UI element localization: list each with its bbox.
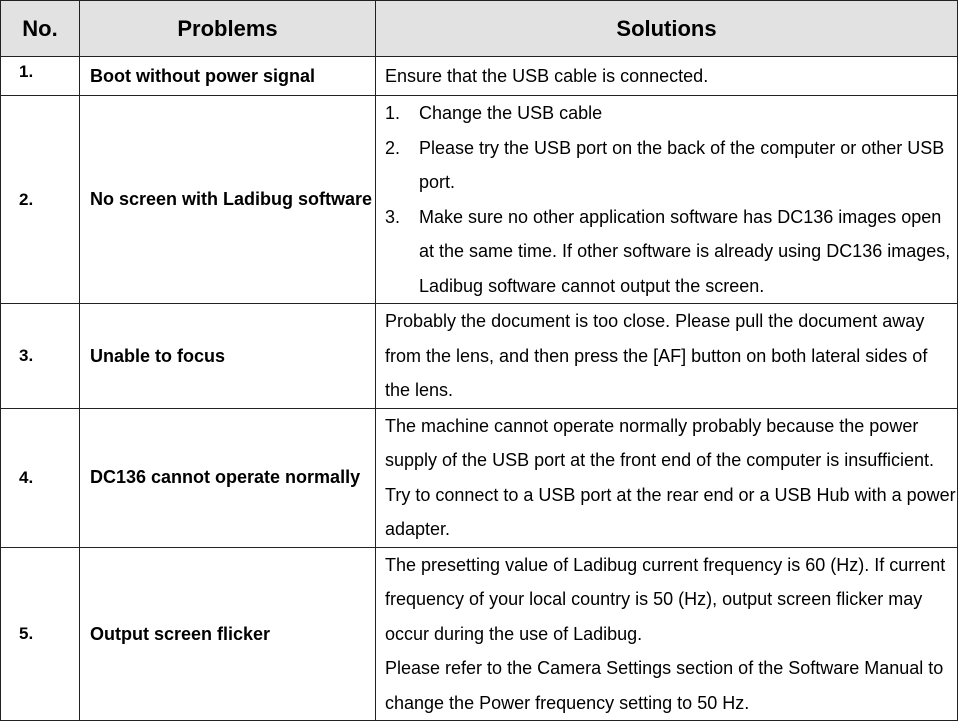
row-number: 3. bbox=[1, 304, 80, 409]
table-row bbox=[1, 408, 958, 547]
header-problems: Problems bbox=[80, 1, 376, 57]
header-row bbox=[1, 1, 958, 57]
table-row bbox=[1, 57, 958, 96]
solution-cell: Probably the document is too close. Please pull the document away from the lens, and then press the [AF] button on both lateral sides of the lens. bbox=[376, 304, 958, 409]
row-number: 5. bbox=[1, 547, 80, 721]
problem-cell: Boot without power signal bbox=[80, 57, 376, 96]
solution-cell bbox=[376, 547, 958, 721]
step-number: 3. bbox=[385, 206, 401, 227]
solution-text-extra: Please refer to the Camera Settings section of the Software Manual to change the Power frequency setting to 50 Hz. bbox=[385, 658, 944, 713]
problem-cell: DC136 cannot operate normally bbox=[80, 408, 376, 547]
row-number: 4. bbox=[1, 408, 80, 547]
problem-cell: No screen with Ladibug software bbox=[80, 96, 376, 304]
header-solutions: Solutions bbox=[376, 1, 958, 57]
solution-step bbox=[385, 131, 957, 200]
table-row bbox=[1, 96, 958, 304]
solution-steps-list bbox=[385, 96, 957, 303]
step-text: Make sure no other application software has DC136 images open at the same time. If other software is already using DC136 images, Ladibug software cannot output the screen. bbox=[419, 206, 951, 296]
header-no: No. bbox=[1, 1, 80, 57]
problem-cell: Unable to focus bbox=[80, 304, 376, 409]
solution-text: The presetting value of Ladibug current frequency is 60 (Hz). If current frequency of your local country is 50 (Hz), output screen flicker may occur during the use of Ladibug. bbox=[385, 554, 946, 644]
table-row bbox=[1, 304, 958, 409]
solution-cell: The machine cannot operate normally probably because the power supply of the USB port at the front end of the computer is insufficient. Try to connect to a USB port at the rear end or a USB Hub with a power adapter. bbox=[376, 408, 958, 547]
step-text: Please try the USB port on the back of the computer or other USB port. bbox=[419, 137, 945, 192]
row-number: 1. bbox=[1, 57, 80, 96]
solution-cell: Ensure that the USB cable is connected. bbox=[376, 57, 958, 96]
solution-step bbox=[385, 96, 957, 131]
row-number: 2. bbox=[1, 96, 80, 304]
step-text: Change the USB cable bbox=[419, 103, 603, 123]
table-row bbox=[1, 547, 958, 721]
step-number: 1. bbox=[385, 103, 401, 123]
problem-cell: Output screen flicker bbox=[80, 547, 376, 721]
solution-cell bbox=[376, 96, 958, 304]
step-number: 2. bbox=[385, 137, 401, 158]
solution-step bbox=[385, 200, 957, 304]
